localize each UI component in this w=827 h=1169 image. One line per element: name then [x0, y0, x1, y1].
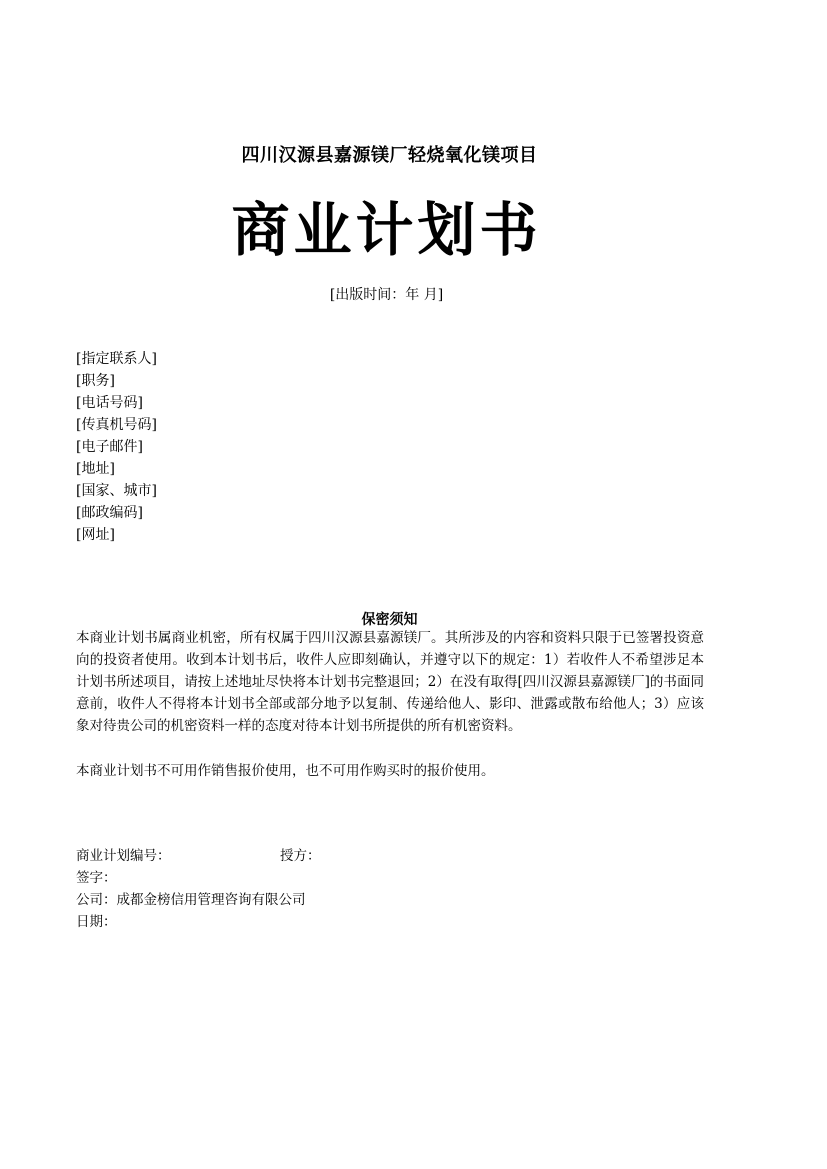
contact-field-position: [职务] [76, 373, 115, 389]
project-subtitle: 四川汉源县嘉源镁厂轻烧氧化镁项目 [241, 145, 538, 166]
contact-field-fax: [传真机号码] [76, 417, 157, 433]
grantee-label: 授方： [280, 848, 321, 864]
plan-number-label: 商业计划编号： [76, 848, 171, 864]
company-label: 公司：成都金榜信用管理咨询有限公司 [76, 892, 306, 908]
signature-label: 签字： [76, 870, 117, 886]
contact-field-country-city: [国家、城市] [76, 483, 157, 499]
contact-field-contact-person: [指定联系人] [76, 351, 157, 367]
document-title: 商业计划书 [231, 196, 542, 264]
contact-field-email: [电子邮件] [76, 439, 143, 455]
confidentiality-body: 本商业计划书属商业机密，所有权属于四川汉源县嘉源镁厂。其所涉及的内容和资料只限于已签署投资意向的投资者使用。收到本计划书后，收件人应即刻确认，并遵守以下的规定：1）若收件人不希望涉足本计划书所述项目，请按上述地址尽快将本计划书完整退回；2）在没有取得[四川汉源县嘉源镁厂]的书面同意前，收件人不得将本计划书全部或部分地予以复制、传递给他人、影印、泄露或散布给他人；3）应该象对待贵公司的机密资料一样的态度对待本计划书所提供的所有机密资料。 [76, 630, 704, 734]
sign-row-plan-number [76, 845, 576, 867]
signature-section [76, 845, 576, 933]
confidentiality-note: 本商业计划书不可用作销售报价使用，也不可用作购买时的报价使用。 [76, 763, 495, 779]
contact-field-website: [网址] [76, 527, 115, 543]
publish-time: [出版时间：年 月] [329, 287, 444, 303]
contact-info-list [76, 348, 157, 546]
contact-field-address: [地址] [76, 461, 115, 477]
contact-field-phone: [电话号码] [76, 395, 143, 411]
contact-field-postcode: [邮政编码] [76, 505, 143, 521]
confidentiality-title: 保密须知 [361, 612, 418, 628]
date-label: 日期： [76, 914, 117, 930]
